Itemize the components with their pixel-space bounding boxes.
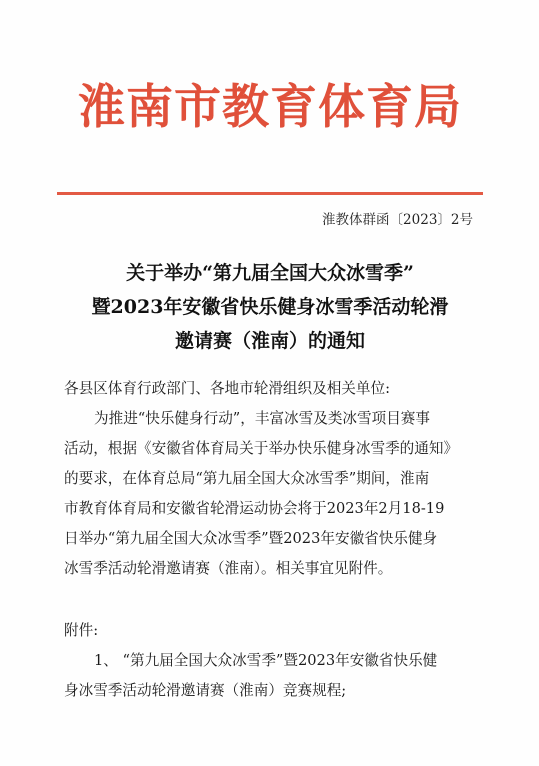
notice-title-line: 邀请赛（淮南）的通知	[174, 330, 365, 352]
body-line: 的要求，在体育总局“第九届全国大众冰雪季”期间，淮南	[64, 470, 430, 487]
attachment-line: 身冰雪季活动轮滑邀请赛（淮南）竞赛规程;	[64, 682, 347, 699]
letterhead-divider	[57, 192, 483, 195]
document-number: 淮教体群函〔2023〕2号	[322, 212, 473, 228]
body-line: 为推进“快乐健身行动”，丰富冰雪及类冰雪项目赛事	[94, 410, 430, 427]
body-line: 冰雪季活动轮滑邀请赛（淮南）。相关事宜见附件。	[64, 560, 393, 577]
body-line: 市教育体育局和安徽省轮滑运动协会将于2023年2月18-19	[64, 500, 445, 517]
attachment-label: 附件:	[64, 622, 99, 639]
notice-title	[40, 256, 500, 358]
recipients-line: 各县区体育行政部门、各地市轮滑组织及相关单位:	[64, 380, 390, 397]
notice-title-line: 关于举办“第九届全国大众冰雪季”	[126, 262, 414, 284]
org-letterhead-title: 淮南市教育体育局	[78, 80, 462, 135]
paragraph-gap	[64, 584, 484, 616]
body-line: 活动，根据《安徽省体育局关于举办快乐健身冰雪季的通知》	[64, 440, 459, 457]
notice-title-line: 暨2023年安徽省快乐健身冰雪季活动轮滑	[91, 296, 449, 318]
body-line: 日举办“第九届全国大众冰雪季”暨2023年安徽省快乐健身	[64, 530, 438, 547]
notice-body	[64, 374, 484, 706]
attachment-line: 1、 “第九届全国大众冰雪季”暨2023年安徽省快乐健	[94, 652, 438, 669]
